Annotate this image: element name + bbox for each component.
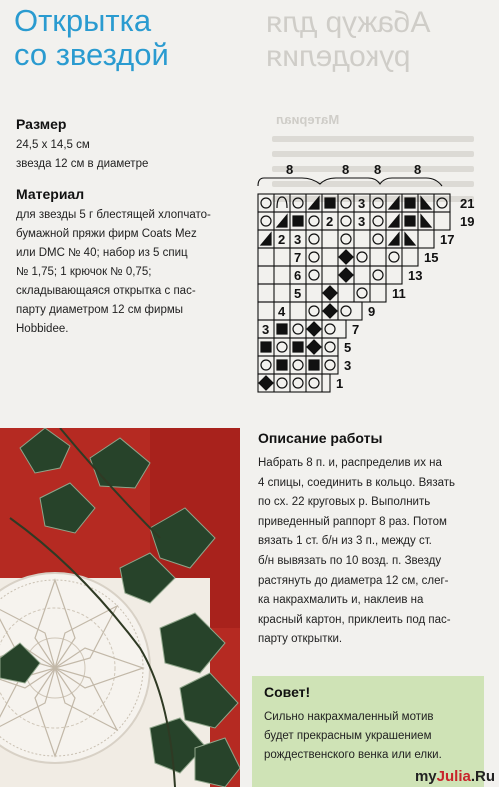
chart-cell-number: 2 (326, 214, 334, 229)
watermark (415, 768, 495, 785)
description-line: Набрать 8 п. и, распределив их на (258, 457, 442, 469)
material-heading: Материал (16, 186, 85, 202)
watermark-part-a: my (414, 768, 437, 785)
chart-cell-number: 3 (262, 322, 270, 337)
material-line: для звезды 5 г блестящей хлопчато- (16, 209, 211, 221)
chart-row-number: 17 (440, 232, 455, 247)
ghost-line (272, 151, 474, 157)
description-text (258, 454, 490, 650)
ghost-title: Абажур для рукоделия (266, 6, 431, 73)
doily-illustration (0, 428, 240, 787)
description-line: приведенный раппорт 8 раз. Потом (258, 515, 447, 528)
ghost-line (272, 136, 474, 142)
description-line: по сх. 22 круговых р. Выполнить (258, 496, 431, 509)
material-line: складывающаяся открытка с пас- (16, 285, 196, 297)
description-heading: Описание работы (258, 430, 383, 446)
chart-top-number: 8 (374, 162, 382, 177)
description-line: вязать 1 ст. б/н из 3 п., между ст. (258, 535, 432, 548)
chart-row-number: 11 (392, 286, 406, 301)
tip-heading: Совет! (264, 684, 311, 700)
description-line: ка накрахмалить и, наклеив на (258, 594, 424, 607)
size-line: 24,5 х 14,5 см (16, 139, 90, 151)
material-line: № 1,75; 1 крючок № 0,75; (16, 266, 152, 278)
material-line: бумажной пряжи фирм Coats Mez (16, 228, 197, 240)
material-text (16, 206, 211, 339)
description-line: парту открытки. (258, 633, 343, 646)
material-line: парту диаметром 12 см фирмы (16, 304, 184, 316)
chart-row-number: 7 (352, 322, 360, 337)
size-heading: Размер (16, 116, 67, 132)
description-line: растянуть до диаметра 12 см, слег- (258, 574, 449, 587)
knitting-chart (250, 164, 490, 409)
chart-cell-number: 5 (294, 286, 302, 301)
chart-symbols (259, 197, 447, 390)
chart-row-number: 9 (368, 304, 376, 319)
chart-top-number: 8 (286, 162, 294, 177)
description-line: 4 спицы, соединить в кольцо. Вязать (258, 476, 456, 489)
chart-cell-number: 6 (294, 268, 302, 283)
watermark-part-b: Julia (436, 768, 471, 785)
chart-top-number: 8 (342, 162, 350, 177)
description-line: б/н вывязать по 10 возд. п. Звезду (258, 554, 442, 567)
material-line: Hobbidee. (16, 323, 69, 335)
knitting-chart-svg (250, 164, 490, 409)
tip-line: рождественского венка или елки. (264, 749, 442, 761)
chart-row-number: 15 (424, 250, 439, 265)
chart-top-number: 8 (414, 162, 422, 177)
title-line-2: со звездой (14, 37, 169, 72)
tip-text (264, 708, 479, 765)
page-title (14, 4, 254, 72)
material-line: или DMC № 40; набор из 5 спиц (16, 247, 188, 259)
title-line-1: Открытка (14, 3, 152, 38)
ghost-heading: Материал (276, 112, 340, 127)
tip-line: Сильно накрахмаленный мотив (264, 711, 434, 723)
chart-cell-number: 3 (358, 214, 366, 229)
chart-cell-number: 3 (294, 232, 302, 247)
chart-row-number: 3 (344, 358, 352, 373)
size-text (16, 136, 148, 174)
chart-row-number: 19 (460, 214, 475, 229)
chart-cell-number: 3 (358, 196, 366, 211)
chart-cell-number: 4 (278, 304, 286, 319)
description-line: красный картон, приклеить под пас- (258, 613, 451, 626)
watermark-part-c: .Ru (470, 768, 495, 785)
chart-row-number: 1 (336, 376, 344, 391)
size-line: звезда 12 см в диаметре (16, 158, 149, 170)
chart-row-number: 5 (344, 340, 352, 355)
tip-line: будет прекрасным украшением (264, 730, 432, 742)
chart-cell-number: 7 (294, 250, 302, 265)
chart-row-number: 13 (408, 268, 423, 283)
doily-photo (0, 428, 240, 787)
chart-row-number: 21 (460, 196, 475, 211)
chart-cell-number: 2 (278, 232, 286, 247)
